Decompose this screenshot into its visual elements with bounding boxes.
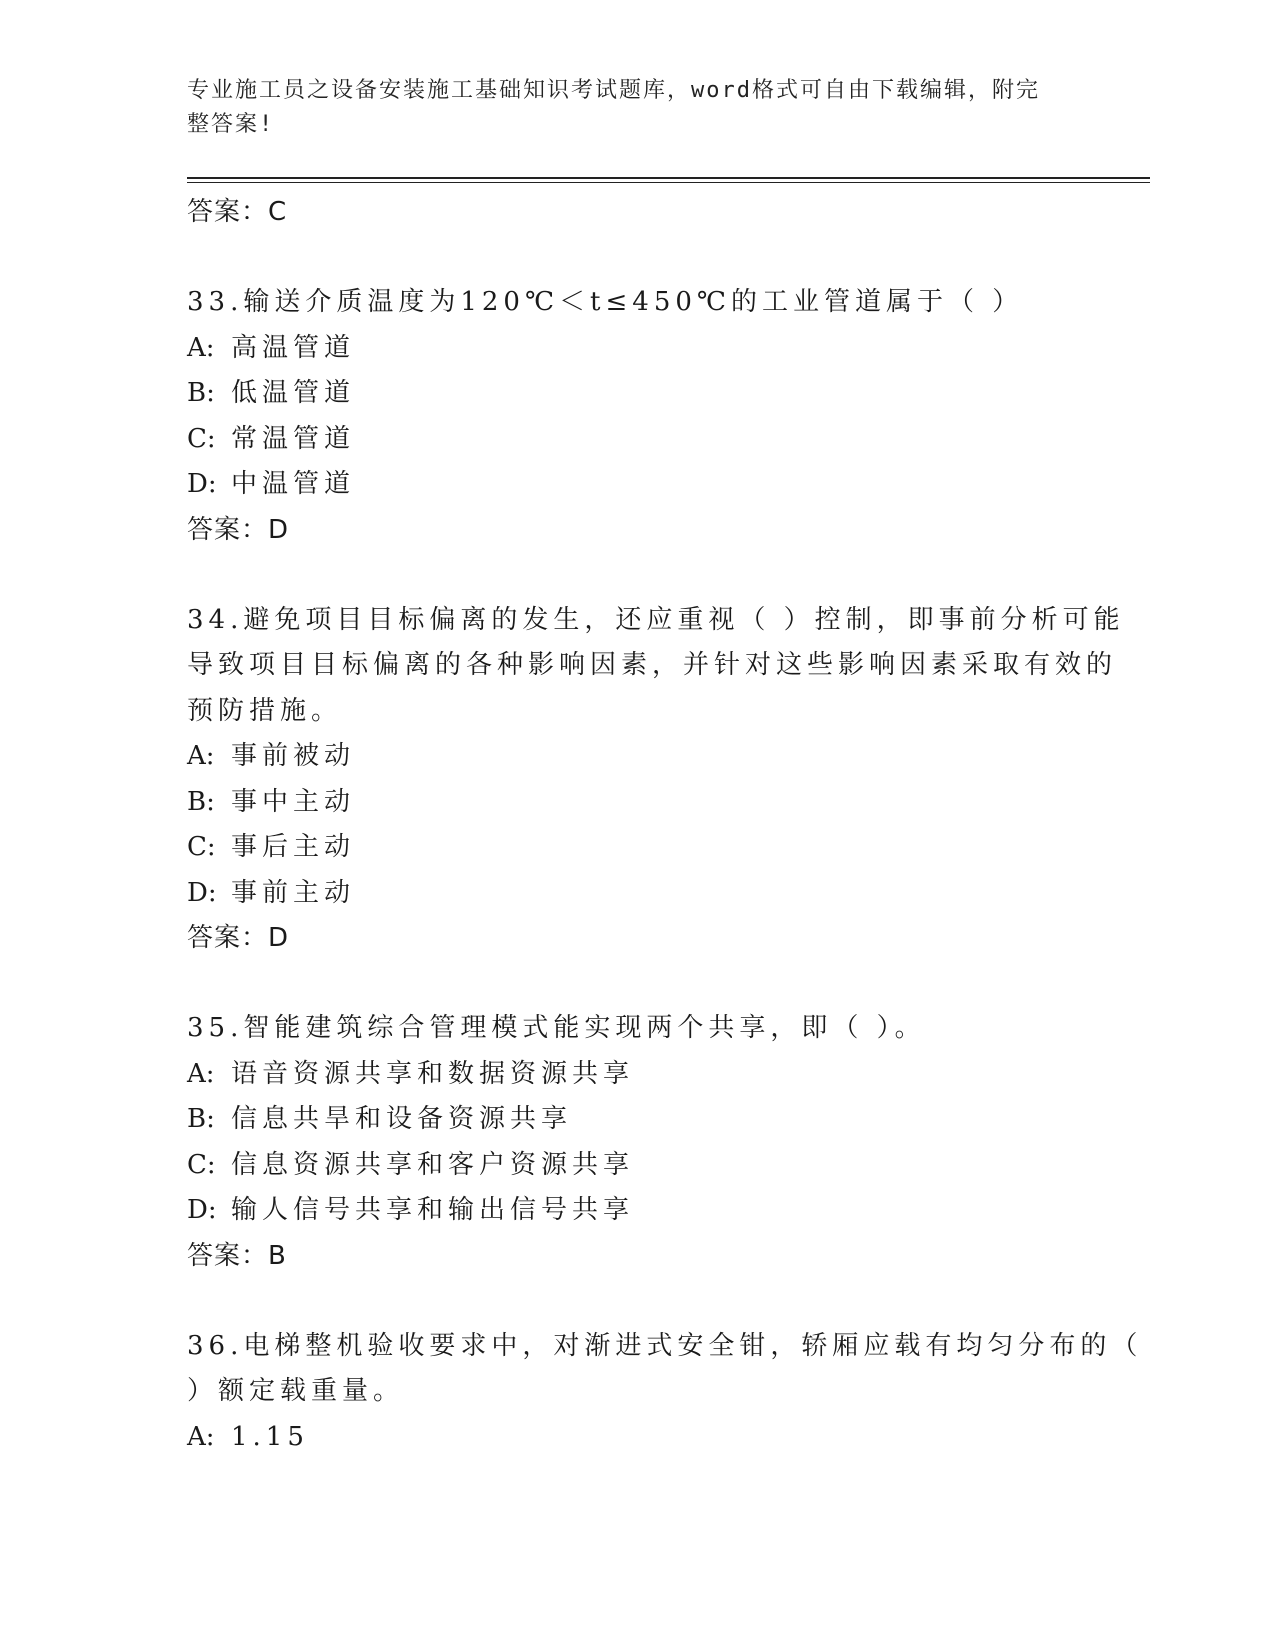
option-text: 输人信号共享和输出信号共享 bbox=[231, 1195, 635, 1225]
option-label: C: bbox=[187, 832, 216, 862]
question-34 bbox=[187, 598, 1125, 962]
header-divider-thick bbox=[187, 177, 1150, 179]
option-a bbox=[187, 734, 1087, 780]
option-label: C: bbox=[187, 423, 216, 454]
question-36 bbox=[187, 1324, 1143, 1461]
option-text: 事中主动 bbox=[231, 786, 356, 817]
option-label: A: bbox=[187, 741, 215, 771]
option-d bbox=[187, 1188, 1087, 1234]
question-text-line: 导致项目目标偏离的各种影响因素，并针对这些影响因素采取有效的 bbox=[187, 650, 1118, 680]
option-b bbox=[187, 1097, 1087, 1143]
spacer bbox=[187, 1279, 1087, 1324]
question-text-line: 34.避免项目目标偏离的发生，还应重视（ ）控制，即事前分析可能 bbox=[187, 604, 1125, 635]
option-text: 信息共旱和设备资源共享 bbox=[231, 1104, 573, 1134]
spacer bbox=[187, 553, 1087, 598]
option-text: 高温管道 bbox=[231, 332, 356, 363]
spacer bbox=[187, 235, 1087, 280]
option-label: A: bbox=[187, 1058, 215, 1089]
option-label: B: bbox=[187, 786, 215, 817]
option-text: 1.15 bbox=[231, 1421, 309, 1452]
option-label: B: bbox=[187, 1104, 215, 1134]
option-c bbox=[187, 417, 1087, 463]
option-text: 语音资源共享和数据资源共享 bbox=[231, 1058, 635, 1089]
option-a bbox=[187, 1052, 1087, 1098]
question-text-line: 35.智能建筑综合管理模式能实现两个共享，即（ ）。 bbox=[187, 1013, 926, 1043]
question-text-line: 36.电梯整机验收要求中，对渐进式安全钳，轿厢应载有均匀分布的（ bbox=[187, 1330, 1143, 1361]
option-text: 低温管道 bbox=[231, 378, 356, 408]
answer-34: 答案：D bbox=[187, 923, 290, 953]
option-text: 事前被动 bbox=[231, 741, 356, 771]
option-label: C: bbox=[187, 1149, 216, 1180]
header-line-2: 整答案! bbox=[187, 112, 275, 137]
option-label: D: bbox=[187, 877, 217, 908]
option-b bbox=[187, 371, 1087, 417]
question-text-line: 预防措施。 bbox=[187, 695, 343, 726]
spacer bbox=[187, 961, 1087, 1006]
option-label: D: bbox=[187, 469, 217, 499]
question-35 bbox=[187, 1006, 1087, 1279]
option-label: A: bbox=[187, 332, 215, 363]
option-text: 信息资源共享和客户资源共享 bbox=[231, 1149, 635, 1180]
answer-33: 答案：D bbox=[187, 514, 290, 545]
answer-35: 答案：B bbox=[187, 1240, 287, 1271]
option-c bbox=[187, 825, 1087, 871]
option-text: 事前主动 bbox=[231, 877, 356, 908]
option-d bbox=[187, 871, 1087, 917]
question-text-line: ）额定载重量。 bbox=[187, 1376, 405, 1406]
option-text: 中温管道 bbox=[231, 469, 356, 499]
option-label: D: bbox=[187, 1195, 217, 1225]
option-b bbox=[187, 780, 1087, 826]
header-divider-thin bbox=[187, 182, 1150, 183]
question-text-line: 33.输送介质温度为120℃＜t≤450℃的工业管道属于（ ） bbox=[187, 287, 1024, 317]
option-a bbox=[187, 326, 1087, 372]
question-33 bbox=[187, 280, 1087, 553]
document-header bbox=[187, 74, 1067, 142]
option-text: 事后主动 bbox=[231, 832, 356, 862]
option-c bbox=[187, 1143, 1087, 1189]
option-a bbox=[187, 1415, 1087, 1461]
option-label: B: bbox=[187, 378, 215, 408]
header-line-1: 专业施工员之设备安装施工基础知识考试题库，word格式可自由下载编辑，附完 bbox=[187, 78, 1040, 103]
question-list bbox=[187, 190, 1143, 1460]
option-label: A: bbox=[187, 1421, 215, 1452]
answer-previous: 答案：C bbox=[187, 197, 288, 227]
option-text: 常温管道 bbox=[231, 423, 356, 454]
option-d bbox=[187, 462, 1087, 508]
